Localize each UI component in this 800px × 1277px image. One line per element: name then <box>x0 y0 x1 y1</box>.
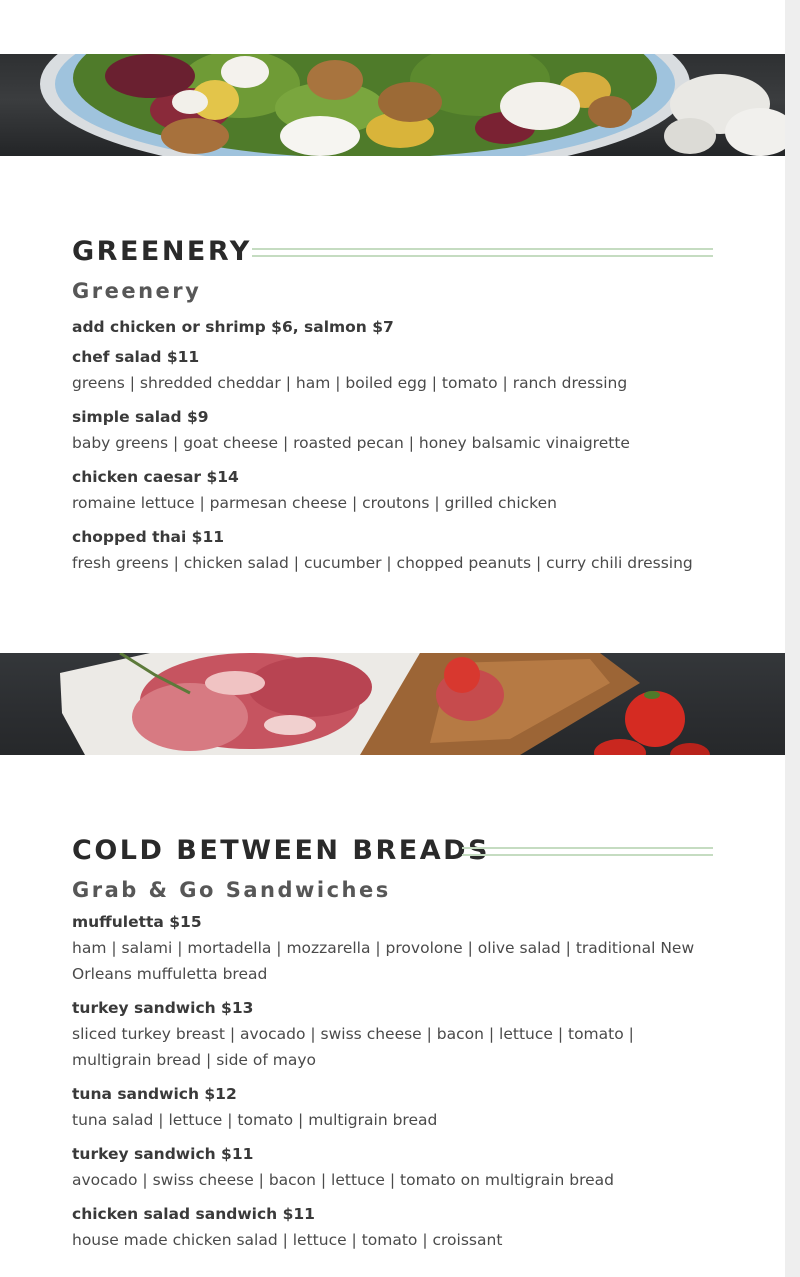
cold-between-breads-section <box>72 831 713 1261</box>
menu-item-list <box>72 909 713 1253</box>
menu-item <box>72 524 713 576</box>
menu-item-list <box>72 344 713 576</box>
heading-divider <box>252 248 713 257</box>
section-title: GREENERY <box>72 236 252 267</box>
greenery-section <box>72 232 713 584</box>
menu-item <box>72 909 713 987</box>
menu-item <box>72 404 713 456</box>
menu-item <box>72 1081 713 1133</box>
menu-item-title: turkey sandwich $11 <box>72 1145 254 1163</box>
menu-item-description: fresh greens | chicken salad | cucumber | chopped peanuts | curry chili dressing <box>72 554 693 572</box>
menu-item-title: simple salad $9 <box>72 408 209 426</box>
vertical-scrollbar[interactable] <box>785 0 800 1277</box>
menu-item-description: house made chicken salad | lettuce | tomato | croissant <box>72 1231 503 1249</box>
section-title: COLD BETWEEN BREADS <box>72 835 490 866</box>
menu-item-description: avocado | swiss cheese | bacon | lettuce | tomato on multigrain bread <box>72 1171 615 1189</box>
menu-item-description: ham | salami | mortadella | mozzarella | provolone | olive salad | traditional New Orleans muffuletta bread <box>72 939 695 983</box>
section-heading <box>72 232 713 272</box>
menu-item <box>72 464 713 516</box>
menu-item <box>72 344 713 396</box>
section-heading <box>72 831 713 871</box>
menu-item-title: turkey sandwich $13 <box>72 999 254 1017</box>
salad-bowl-image <box>0 54 785 156</box>
menu-item <box>72 995 713 1073</box>
menu-item-description: tuna salad | lettuce | tomato | multigrain bread <box>72 1111 438 1129</box>
menu-item-title: tuna sandwich $12 <box>72 1085 237 1103</box>
menu-item-title: muffuletta $15 <box>72 913 202 931</box>
menu-item <box>72 1141 713 1193</box>
charcuterie-image <box>0 653 785 755</box>
menu-item-description: greens | shredded cheddar | ham | boiled egg | tomato | ranch dressing <box>72 374 628 392</box>
menu-item-title: chef salad $11 <box>72 348 200 366</box>
menu-item <box>72 1201 713 1253</box>
salad-photo-banner <box>0 54 785 156</box>
menu-item-description: sliced turkey breast | avocado | swiss cheese | bacon | lettuce | tomato | multigrain bread | side of mayo <box>72 1025 634 1069</box>
section-subtitle: Greenery <box>72 279 202 303</box>
add-protein-note: add chicken or shrimp $6, salmon $7 <box>72 318 394 336</box>
menu-item-title: chicken caesar $14 <box>72 468 239 486</box>
menu-item-title: chicken salad sandwich $11 <box>72 1205 315 1223</box>
menu-item-title: chopped thai $11 <box>72 528 225 546</box>
menu-item-description: baby greens | goat cheese | roasted pecan | honey balsamic vinaigrette <box>72 434 630 452</box>
section-subtitle: Grab & Go Sandwiches <box>72 878 391 902</box>
charcuterie-photo-banner <box>0 653 785 755</box>
heading-divider <box>462 847 713 856</box>
menu-item-description: romaine lettuce | parmesan cheese | croutons | grilled chicken <box>72 494 557 512</box>
